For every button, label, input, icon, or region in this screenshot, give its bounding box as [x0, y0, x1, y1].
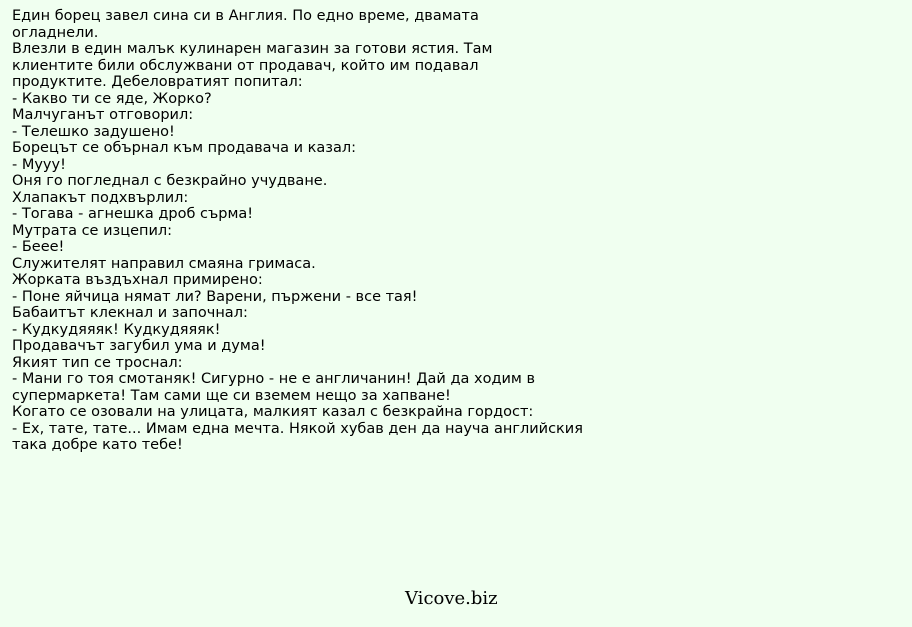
joke-line: Бабаитът клекнал и започнал:	[12, 305, 248, 321]
joke-line: огладнели.	[12, 24, 99, 41]
joke-line: клиентите били обслужвани от продавач, който им подавал	[12, 57, 479, 74]
joke-line: - Беее!	[12, 239, 65, 255]
joke-line: Влезли в един малък кулинарен магазин за готови ястия. Там	[12, 41, 493, 57]
joke-line: Мутрата се изцепил:	[12, 222, 173, 239]
joke-line: Оня го погледнал с безкрайно учудване.	[12, 173, 328, 189]
joke-line: - Телешко задушено!	[12, 123, 175, 140]
joke-line: - Кудкудяяяк! Кудкудяяяк!	[12, 321, 221, 338]
joke-line: - Ех, тате, тате... Имам една мечта. Някой хубав ден да науча английския	[12, 420, 583, 437]
joke-line: Жорката въздъхнал примирено:	[12, 272, 263, 288]
joke-line: Хлапакът подхвърлил:	[12, 189, 189, 206]
joke-line: супермаркета! Там сами ще си вземем нещо за хапване!	[12, 387, 451, 404]
joke-line: Малчуганът отговорил:	[12, 107, 194, 123]
joke-line: Якият тип се троснал:	[12, 354, 183, 371]
joke-line: - Какво ти се яде, Жорко?	[12, 90, 212, 107]
joke-line: - Мууу!	[12, 156, 66, 173]
joke-line: продуктите. Дебеловратият попитал:	[12, 74, 303, 90]
joke-line: Продавачът загубил ума и дума!	[12, 338, 266, 354]
joke-line: Борецът се обърнал към продавача и казал:	[12, 140, 357, 156]
joke-line: Служителят направил смаяна гримаса.	[12, 255, 316, 272]
joke-line: така добре като тебе!	[12, 437, 183, 453]
site-watermark: Vicove.biz	[405, 588, 498, 609]
joke-line: Когато се озовали на улицата, малкият казал с безкрайна гордост:	[12, 404, 534, 420]
joke-line: - Поне яйчица нямат ли? Варени, пържени - все тая!	[12, 288, 418, 305]
joke-text	[12, 8, 902, 454]
joke-line: Един борец завел сина си в Англия. По едно време, двамата	[12, 8, 479, 24]
joke-line: - Мани го тоя смотаняк! Сигурно - не е англичанин! Дай да ходим в	[12, 371, 535, 387]
joke-line: - Тогава - агнешка дроб сърма!	[12, 206, 254, 222]
